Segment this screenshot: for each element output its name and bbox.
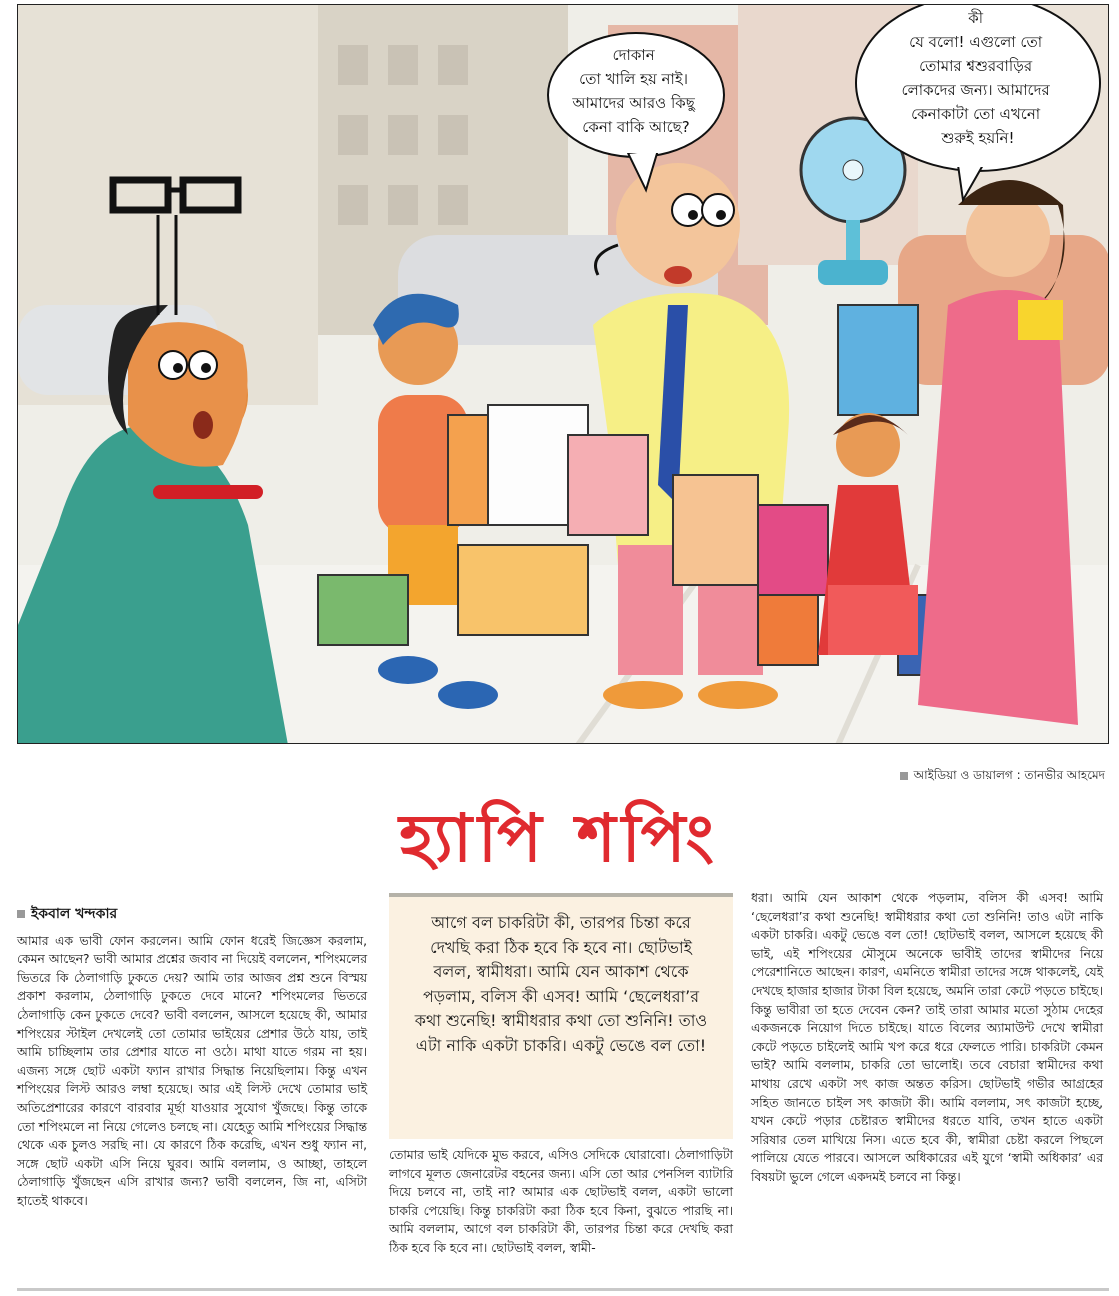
illustration-credit bbox=[900, 767, 1105, 787]
bubble-right-line: যে বলো! এগুলো তো bbox=[909, 33, 1043, 51]
article-column-2: তোমার ভাই যেদিকে মুভ করবে, এসিও সেদিকে ঘোরাবো। ঠেলাগাড়িটা লাগবে মূলত জেনারেটর বহনের জন্য। এসি তো আর পেনসিল ব্যাটারি দিয়ে চলবে না, তাই না? আমার এক ছোটভাই বলল, একটা ভালো চাকরি পেয়েছি। কিন্তু চাকরিটা করা ঠিক হবে কিনা, বুঝতে পারছি না। আমি বললাম, আগে বল চাকরিটা কী, তারপর চিন্তা করে দেখছি করা ঠিক হবে কি হবে না। ছোটভাই বলল, স্বামী- bbox=[389, 1148, 733, 1255]
bottom-rule bbox=[17, 1288, 1109, 1291]
cartoon-illustration bbox=[17, 4, 1109, 744]
byline bbox=[17, 905, 367, 924]
credit-text: আইডিয়া ও ডায়ালগ : তানভীর আহমেদ bbox=[913, 768, 1105, 782]
article-column-1 bbox=[17, 905, 367, 1211]
pull-quote: আগে বল চাকরিটা কী, তারপর চিন্তা করে দেখছি করা ঠিক হবে কি হবে না। ছোটভাই বলল, স্বামীধরা। আমি যেন আকাশ থেকে পড়লাম, বলিস কী এসব! আমি ‘ছেলেধরা’র কথা শুনেছি! স্বামীধরার কথা তো শুনিনি! তাও এটা নাকি একটা চাকরি। একটু ভেঙে বল তো! bbox=[389, 893, 733, 1139]
bullet-square-icon bbox=[900, 772, 908, 780]
author-name: ইকবাল খন্দকার bbox=[31, 906, 118, 922]
bullet-square-icon bbox=[17, 910, 25, 918]
bubble-right-line: শুরুই হয়নি! bbox=[941, 129, 1015, 147]
bubble-left-line: আমাদের আরও কিছু bbox=[572, 94, 695, 112]
bubble-right-line: লোকদের জন্য। আমাদের bbox=[901, 81, 1050, 99]
bubble-left-line: দোকান bbox=[612, 46, 655, 64]
cartoon-drawing bbox=[18, 5, 1109, 744]
bubble-left-line: তো খালি হয় নাই। bbox=[579, 70, 689, 88]
column-1-text: আমার এক ভাবী ফোন করলেন। আমি ফোন ধরেই জিজ্ঞেস করলাম, কেমন আছেন? ভাবী আমার প্রশ্নের জবাব না দিয়েই বললেন, শপিংমলের ভিতরে কি ঠেলাগাড়ি ঢুকতে দেয়? আমি তার আজব প্রশ্ন শুনে বিস্ময় প্রকাশ করলাম, ঠেলাগাড়ি ঢুকতে দেবে মানে? শপিংমলের ভিতরে ঠেলাগাড়ি কেন ঢুকতে দেবে? ভাবী বললেন, আসলে হয়েছে কী, আমার শপিংয়ের স্টাইল দেখলেই তো তোমার ভাইয়ের প্রেশার উঠে যায়, তাই আমি চাচ্ছিলাম তার প্রেশার যাতে না ওঠে। মাথা যাতে গরম না হয়। এজন্য সঙ্গে ছোট একটা ফ্যান রাখার সিদ্ধান্ত নিয়েছিলাম। কিন্তু এখন শপিংয়ের লিস্ট আরও লম্বা হয়েছে। আর এই লিস্ট দেখে তোমার ভাই অতিপ্রেশারের কারণে বারবার মূর্ছা যাওয়ার সুযোগ খুঁজছে। কিন্তু তাকে তো শপিংমলে না নিয়ে গেলেও চলছে না। যেহেতু আমি শপিংয়ের সিদ্ধান্ত থেকে এক চুলও সরছি না। যে কারণে ঠিক করেছি, এখন শুধু ফ্যান না, সঙ্গে ছোট একটা এসি নিয়ে ঘুরব। আমি বললাম, ও আচ্ছা, তাহলে ঠেলাগাড়ি খুঁজছেন এসি রাখার জন্য? ভাবী বললেন, জি না, এসিটা হাতেই থাকবে। bbox=[17, 933, 367, 1208]
bubble-right-line: তোমার শ্বশুরবাড়ির bbox=[919, 57, 1033, 75]
bubble-right-line: কেনাকাটা তো এখনো bbox=[911, 105, 1041, 123]
bubble-left-line: কেনা বাকি আছে? bbox=[582, 118, 690, 136]
headline: হ্যাপি শপিং bbox=[399, 799, 720, 877]
bubble-right-line: কী bbox=[968, 9, 984, 27]
article-column-3: ধরা। আমি যেন আকাশ থেকে পড়লাম, বলিস কী এসব! আমি ‘ছেলেধরা’র কথা শুনেছি! স্বামীধরার কথা তো শুনিনি! তাও এটা নাকি একটা চাকরি। একটু ভেঙে বল তো! ছোটভাই বলল, আসলে হয়েছে কী ভাই, এই শপিংয়ের মৌসুমে অনেকে ভাবীই তাদের স্বামীদের নিয়ে পেরেশানিতে আছেন। কারণ, এমনিতে স্বামীরা তাদের সঙ্গে থাকলেই, যেই দেখছে হাজার হাজার টাকা বিল হয়েছে, অমনি তারা কেটে পড়তে চাইছে। কিন্তু ভাবীরা তা হতে দেবেন কেন? তাই তারা আমার মতো সুঠাম দেহের একজনকে নিয়োগ দিতে চাইছে। যাতে বিলের অ্যামাউন্ট দেখে স্বামীরা কেটে পড়তে চাইলেই আমি খপ করে ধরে ফেলতে পারি। চাকরিটা কেমন ভাই? আমি বললাম, চাকরি তো ভালোই। তবে বেচারা স্বামীদের কথা মাথায় রেখে একটা সৎ কাজ অন্তত করিস। ছোটভাই গভীর আগ্রহের সহিত জানতে চাইল সৎ কাজটা কী। আমি বললাম, সৎ কাজটা হচ্ছে, যখন কেটে পড়ার চেষ্টারত স্বামীদের ধরতে যাবি, তখন হাতে একটা সরিষার তেল মাখিয়ে নিস। এতে হবে কী, স্বামীরা চেষ্টা করলে পিছলে পালিয়ে যেতে পারবে। আসলে অধিকারের এই যুগে ‘স্বামী অধিকার’ এর বিষয়টা ভুলে গেলে একদমই চলবে না কিন্তু। bbox=[751, 891, 1104, 1184]
